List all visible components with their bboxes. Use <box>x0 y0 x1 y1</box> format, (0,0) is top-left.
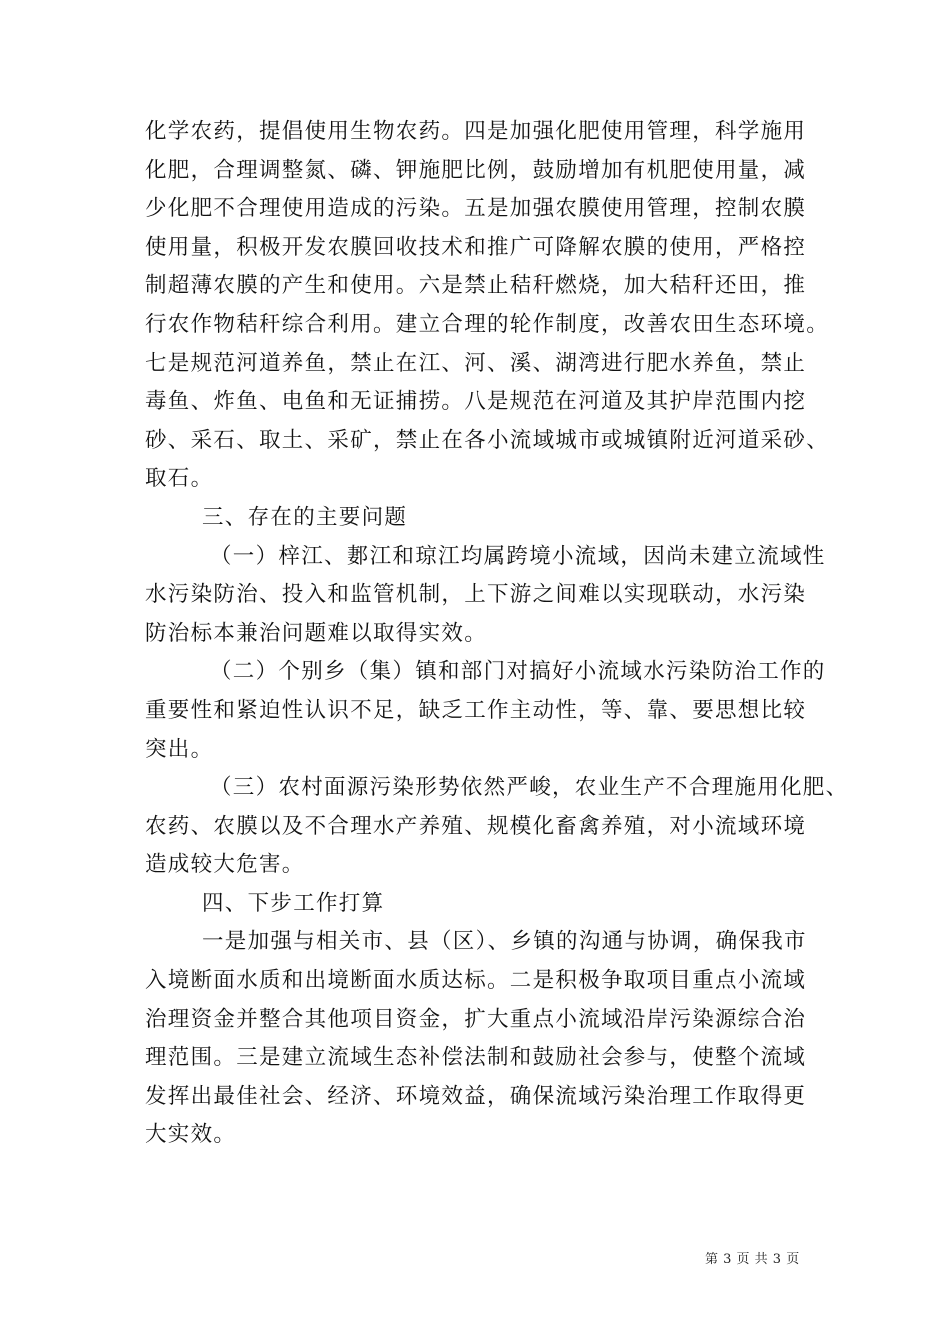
text-line: 治理资金并整合其他项目资金，扩大重点小流域沿岸污染源综合治 <box>145 1006 807 1032</box>
text-line: 造成较大危害。 <box>145 852 305 878</box>
text-line: 农药、农膜以及不合理水产养殖、规模化畜禽养殖，对小流域环境 <box>145 813 807 839</box>
text-line: 重要性和紧迫性认识不足，缺乏工作主动性，等、靠、要思想比较 <box>145 697 807 723</box>
text-line: 防治标本兼治问题难以取得实效。 <box>145 620 488 646</box>
section-heading: 三、存在的主要问题 <box>202 504 408 530</box>
text-line: （三）农村面源污染形势依然严峻，农业生产不合理施用化肥、 <box>210 775 849 801</box>
text-line: 少化肥不合理使用造成的污染。五是加强农膜使用管理，控制农膜 <box>145 196 807 222</box>
text-line: 砂、采石、取土、采矿，禁止在各小流域城市或城镇附近河道采砂、 <box>145 427 830 453</box>
text-line: 制超薄农膜的产生和使用。六是禁止秸秆燃烧，加大秸秆还田，推 <box>145 273 807 299</box>
text-line: 取石。 <box>145 466 214 492</box>
text-line: 大实效。 <box>145 1122 237 1148</box>
text-line: 发挥出最佳社会、经济、环境效益，确保流域污染治理工作取得更 <box>145 1083 807 1109</box>
text-line: 突出。 <box>145 736 214 762</box>
text-line: 入境断面水质和出境断面水质达标。二是积极争取项目重点小流域 <box>145 968 807 994</box>
text-line: （一）梓江、郪江和琼江均属跨境小流域，因尚未建立流域性 <box>210 543 826 569</box>
text-line: 使用量，积极开发农膜回收技术和推广可降解农膜的使用，严格控 <box>145 234 807 260</box>
text-line: 水污染防治、投入和监管机制，上下游之间难以实现联动，水污染 <box>145 582 807 608</box>
text-line: 化肥，合理调整氮、磷、钾施肥比例，鼓励增加有机肥使用量，减 <box>145 157 807 183</box>
page-number: 第 3 页 共 3 页 <box>705 1252 800 1267</box>
text-line: （二）个别乡（集）镇和部门对搞好小流域水污染防治工作的 <box>210 659 826 685</box>
text-line: 理范围。三是建立流域生态补偿法制和鼓励社会参与，使整个流域 <box>145 1045 807 1071</box>
text-line: 一是加强与相关市、县（区）、乡镇的沟通与协调，确保我市 <box>202 929 807 955</box>
text-line: 化学农药，提倡使用生物农药。四是加强化肥使用管理，科学施用 <box>145 119 807 144</box>
text-line: 毒鱼、炸鱼、电鱼和无证捕捞。八是规范在河道及其护岸范围内挖 <box>145 389 807 415</box>
section-heading: 四、下步工作打算 <box>202 890 385 916</box>
text-line: 七是规范河道养鱼，禁止在江、河、溪、湖湾进行肥水养鱼，禁止 <box>145 350 807 376</box>
body-text <box>145 113 849 1155</box>
text-line: 行农作物秸秆综合利用。建立合理的轮作制度，改善农田生态环境。 <box>145 311 830 337</box>
